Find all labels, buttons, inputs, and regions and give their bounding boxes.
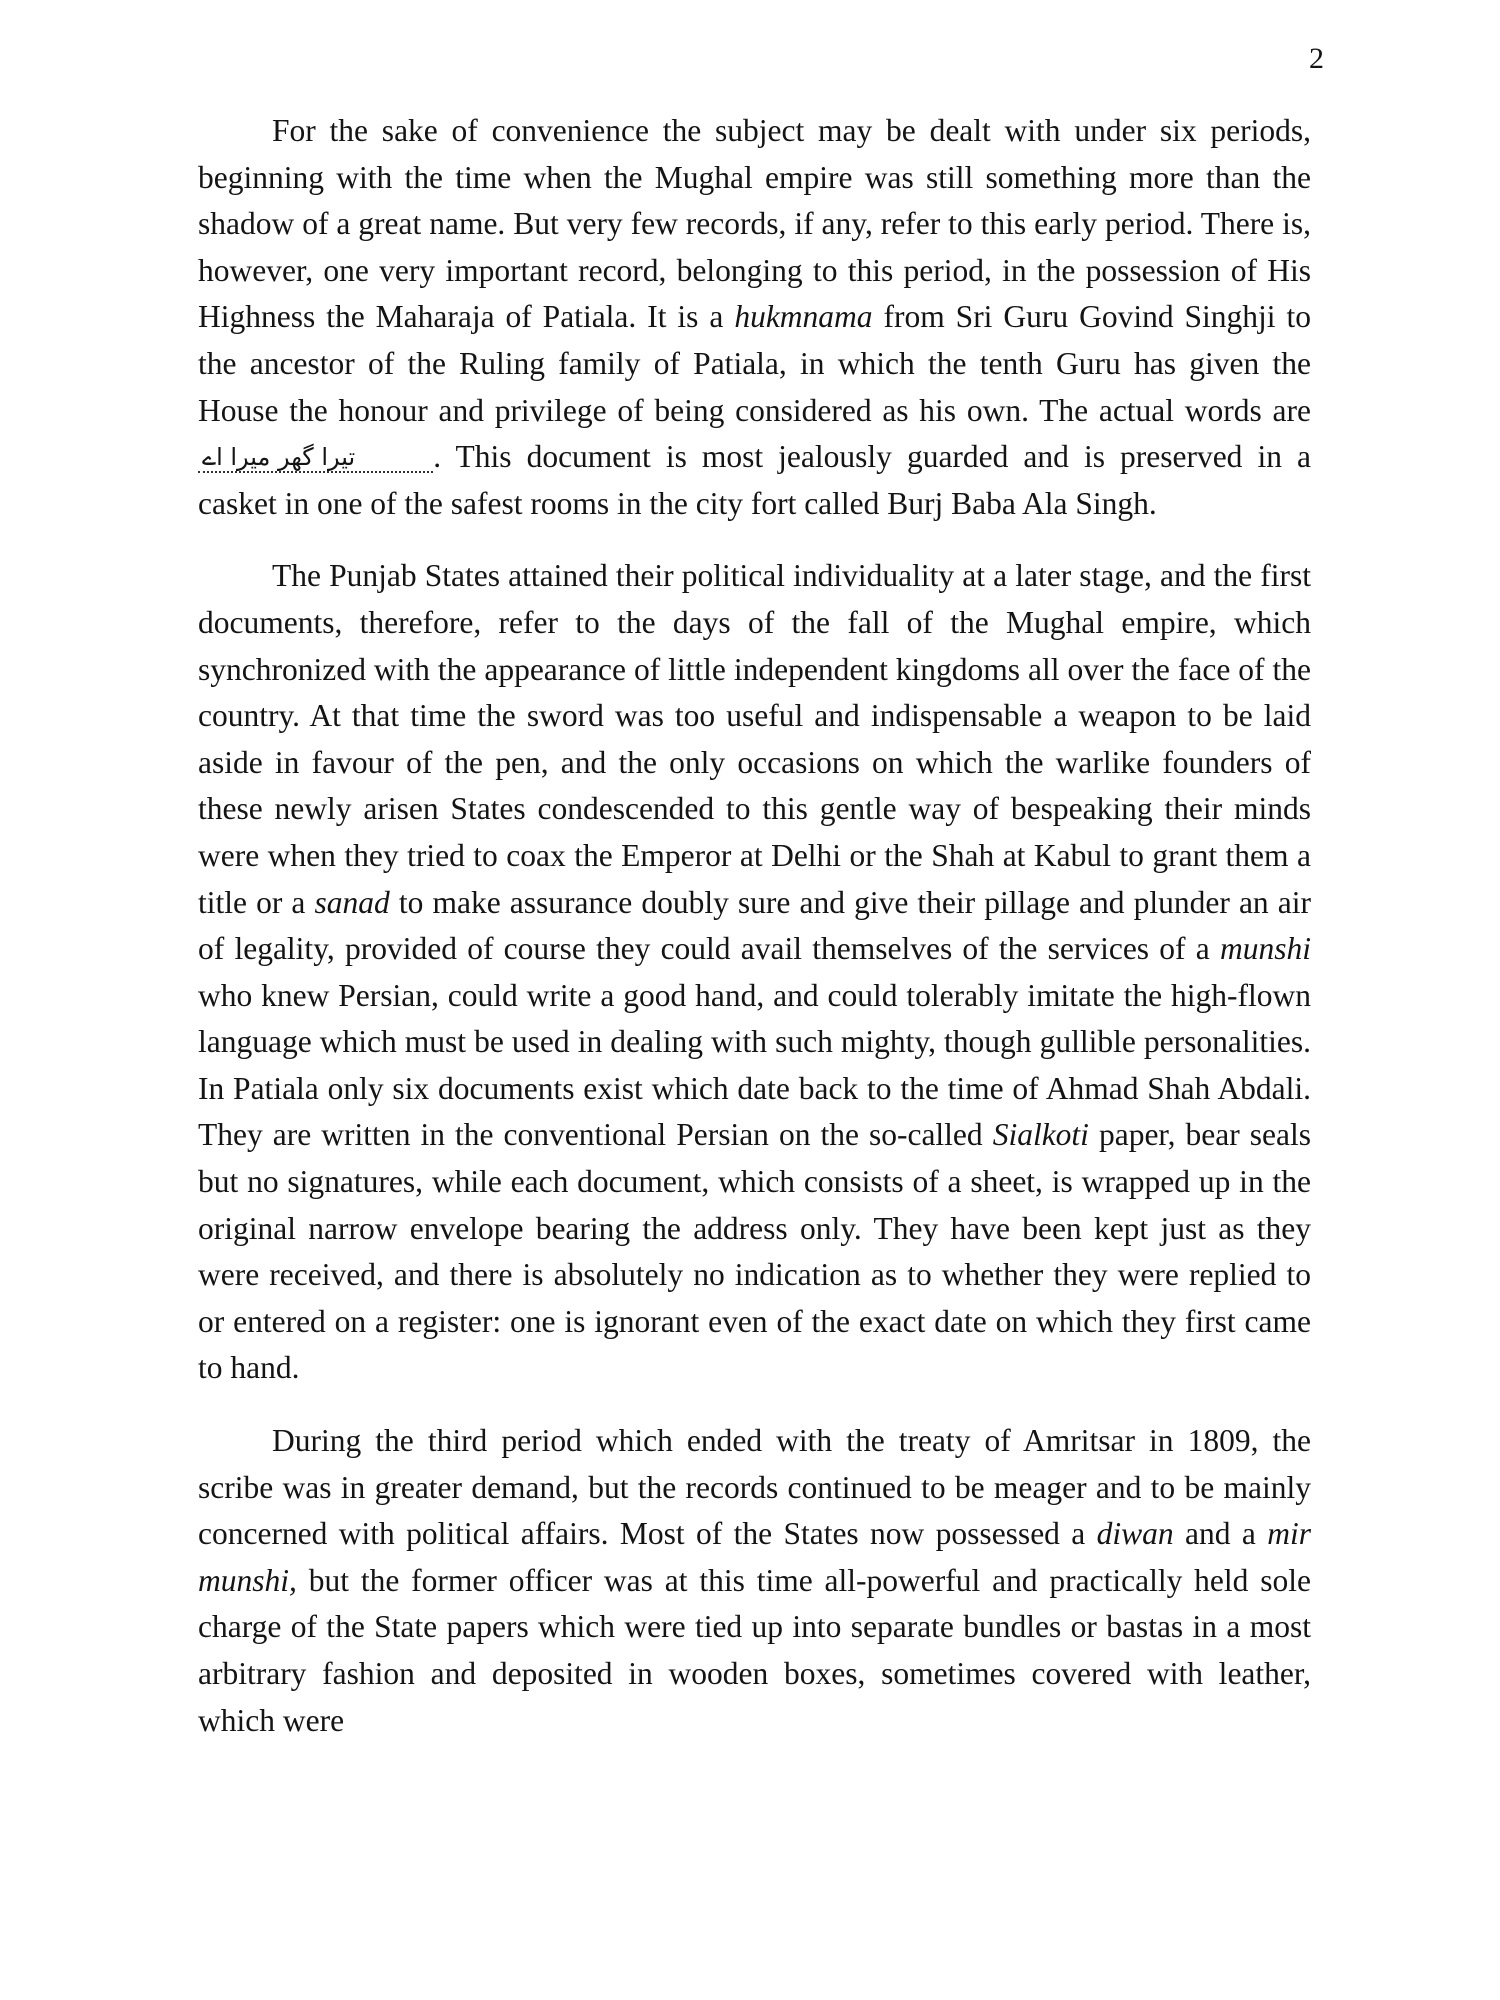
urdu-quotation: تیرا گھر میرا اے (198, 445, 433, 473)
text-run: from Sri Guru Govind Singhji to the ancestor of the Ruling family of Patiala, in which the tenth Guru has given the House the honour and privilege of being considered as his own. The actual words are (198, 299, 1311, 428)
page-number: 2 (1309, 42, 1324, 75)
text-run: The Punjab States attained their political individuality at a later stage, and the first documents, therefore, refer to the days of the fall of the Mughal empire, which synchronized with the appearance of little independent kingdoms all over the face of the country. At that time the sword was too useful and indispensable a weapon to be laid aside in favour of the pen, and the only occasions on which the warlike founders of these newly arisen States condescended to this gentle way of bespeaking their minds were when they tried to coax the Emperor at Delhi or the Shah at Kabul to grant them a title or a (198, 558, 1311, 920)
text-run: but the former officer was at this time all-powerful and practically held sole charge of the State papers which were tied up into separate bundles or bastas in a most arbitrary fashion and deposited in wooden boxes, sometimes covered with leather, which were (198, 1562, 1311, 1738)
text-run: For the sake of convenience the subject may be dealt with under six periods, beginning with the time when the Mughal empire was still something more than the shadow of a great name. But very few records, if any, refer to this early period. There is, however, one very important record, belonging to this period, in the possession of His Highness the Maharaja of Patiala. It is a (198, 113, 1311, 335)
paragraph-2 (198, 553, 1311, 1392)
italic-term-diwan: diwan (1096, 1516, 1174, 1552)
paragraph-3 (198, 1418, 1311, 1744)
italic-term-hukmnama: hukmnama (734, 299, 873, 335)
italic-term-mir-munshi: mir munshi, (198, 1516, 1311, 1598)
text-run: . This document is most jealously guarded and is preserved in a casket in one of the safest rooms in the city fort called Burj Baba Ala Singh. (198, 439, 1311, 521)
italic-term-sialkoti: Sialkoti (992, 1117, 1089, 1153)
body-text (198, 108, 1311, 1744)
text-run: paper, bear seals but no signatures, while each document, which consists of a sheet, is wrapped up in the original narrow envelope bearing the address only. They have been kept just as they were received, and there is absolutely no indication as to whether they were replied to or entered on a register: one is ignorant even of the exact date on which they first came to hand. (198, 1117, 1311, 1386)
paragraph-1 (198, 108, 1311, 527)
text-run: to make assurance doubly sure and give their pillage and plunder an air of legality, provided of course they could avail themselves of the services of a (198, 884, 1311, 967)
text-run: During the third period which ended with the treaty of Amritsar in 1809, the scribe was in greater demand, but the records continued to be meager and to be mainly concerned with political affairs. Most of the States now possessed a (198, 1423, 1311, 1552)
italic-term-munshi: munshi (1219, 931, 1311, 967)
text-run: who knew Persian, could write a good hand, and could tolerably imitate the high-flown language which must be used in dealing with such mighty, though gullible personalities. In Patiala only six documents exist which date back to the time of Ahmad Shah Abdali. They are written in the conventional Persian on the so-called (198, 977, 1311, 1153)
text-run: and a (1173, 1516, 1268, 1552)
italic-term-sanad: sanad (314, 884, 390, 920)
